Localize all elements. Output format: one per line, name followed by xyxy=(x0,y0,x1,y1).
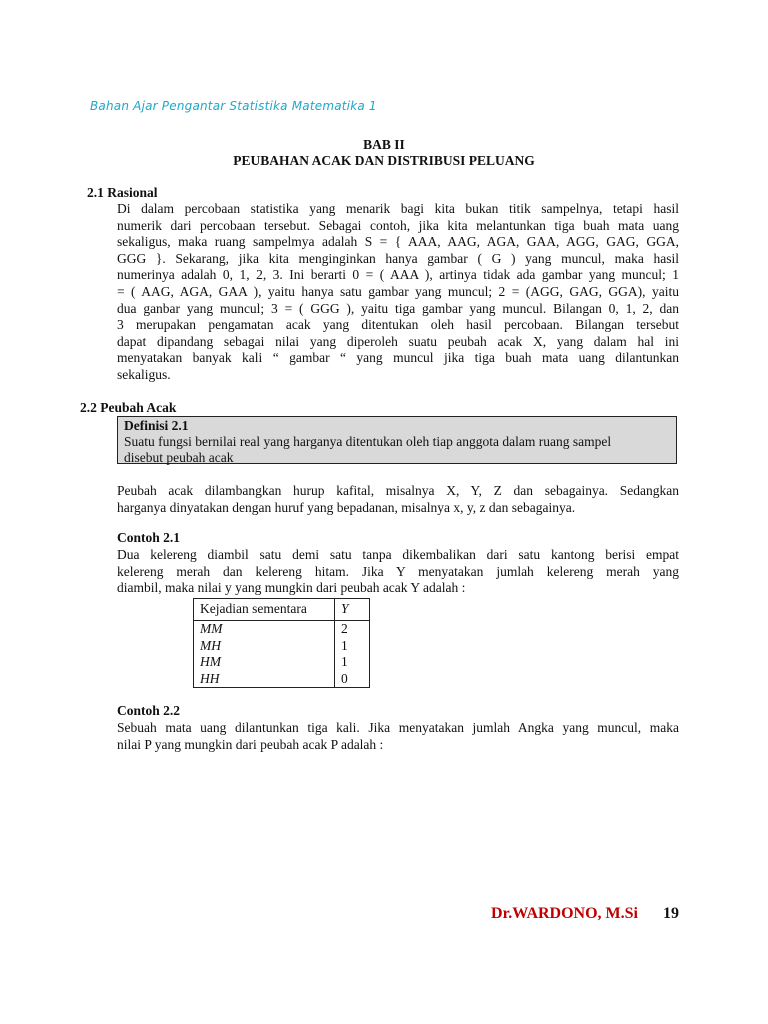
paragraph-line: = ( AAG, AGA, GAA ), yaitu hanya satu gambar yang muncul; 2 = (AGG, GAG, GGA), yaitu xyxy=(117,283,679,299)
paragraph-line: sekaligus, maka ruang sampelmya adalah S = { AAA, AAG, AGA, GAA, AGG, GAG, GGA, xyxy=(117,234,679,250)
paragraph-line: Di dalam percobaan statistika yang menarik bagi kita bukan titik sampelnya, tetapi hasil xyxy=(117,201,679,216)
paragraph-line: dapat dipandang sebagai nilai yang diperoleh suatu peubah acak X, yang dalam hal ini xyxy=(117,333,679,349)
paragraph-line: menyatakan banyak kali “ gambar “ yang muncul jika tiga buah mata uang dilantunkan xyxy=(117,350,679,366)
table-row xyxy=(194,621,370,688)
example-2-paragraph xyxy=(117,720,679,753)
paragraph-line: Sebuah mata uang dilantunkan tiga kali. Jika menyatakan jumlah Angka yang muncul, maka xyxy=(117,720,679,735)
example-1-table xyxy=(193,598,370,688)
footer-author: Dr.WARDONO, M.Si xyxy=(491,905,638,922)
table-header-cell: Y xyxy=(335,599,370,621)
paragraph-line: numerik dari percobaan tersebut. Sebagai contoh, jika kita melantunkan tiga buah mata uang xyxy=(117,217,679,233)
definition-line: Suatu fungsi bernilai real yang harganya ditentukan oleh tiap anggota dalam ruang sampel xyxy=(124,434,612,449)
paragraph-line: kelereng merah dan kelereng hitam. Jika Y menyatakan jumlah kelereng merah yang xyxy=(117,563,679,579)
footer-page-number: 19 xyxy=(663,905,679,922)
table-header-row xyxy=(194,599,370,621)
table-cell: 1 xyxy=(341,654,348,670)
definition-box xyxy=(117,416,677,464)
table-cell: HH xyxy=(200,670,220,686)
definition-title: Definisi 2.1 xyxy=(124,418,189,433)
table-cell: 0 xyxy=(341,670,348,686)
header-course-title: Bahan Ajar Pengantar Statistika Matematika 1 xyxy=(90,99,377,113)
table-cell-event xyxy=(194,621,335,688)
table-cell: 2 xyxy=(341,621,348,637)
definition-line: disebut peubah acak xyxy=(124,450,234,465)
table-header-cell: Kejadian sementara xyxy=(194,599,335,621)
paragraph-line: diambil, maka nilai y yang mungkin dari peubah acak Y adalah : xyxy=(117,580,466,596)
paragraph-line: numerinya adalah 0, 1, 2, 3. Ini berarti 0 = ( AAA ), artinya tidak ada gambar yang muncul; 1 xyxy=(117,267,679,283)
table-cell-value xyxy=(335,621,370,688)
paragraph-line: sekaligus. xyxy=(117,366,171,382)
paragraph-line: dua ganbar yang muncul; 3 = ( GGG ), yaitu tiga gambar yang muncul. Bilangan 0, 1, 2, dan xyxy=(117,300,679,316)
paragraph-line: GGG }. Sekarang, jika kita menginginkan hanya gambar ( G ) yang muncul, maka hasil xyxy=(117,250,679,266)
example-1-paragraph xyxy=(117,547,679,597)
example-1-table-wrap xyxy=(193,598,370,688)
paragraph-line: harganya dinyatakan dengan huruf yang bepadanan, misalnya x, y, z dan sebagainya. xyxy=(117,499,576,515)
section-1-paragraph xyxy=(117,201,679,384)
paragraph-line: Dua kelereng diambil satu demi satu tanpa dikembalikan dari satu kantong berisi empat xyxy=(117,547,679,562)
table-cell: MM xyxy=(200,621,223,637)
table-cell: MH xyxy=(200,637,221,653)
section-heading-rasional: 2.1 Rasional xyxy=(87,185,158,200)
paragraph-line: Peubah acak dilambangkan hurup kafital, misalnya X, Y, Z dan sebagainya. Sedangkan xyxy=(117,483,679,498)
example-2-title: Contoh 2.2 xyxy=(117,703,181,718)
chapter-title: PEUBAHAN ACAK DAN DISTRIBUSI PELUANG xyxy=(233,153,535,168)
example-1-title: Contoh 2.1 xyxy=(117,530,181,545)
section-2-paragraph xyxy=(117,483,679,516)
table-cell: HM xyxy=(200,654,221,670)
chapter-number: BAB II xyxy=(363,137,405,152)
paragraph-line: nilai P yang mungkin dari peubah acak P adalah : xyxy=(117,736,384,752)
paragraph-line: 3 merupakan pengamatan acak yang ditentukan oleh hasil percobaan. Bilangan tersebut xyxy=(117,317,679,333)
section-heading-peubah-acak: 2.2 Peubah Acak xyxy=(80,400,177,415)
table-cell: 1 xyxy=(341,637,348,653)
